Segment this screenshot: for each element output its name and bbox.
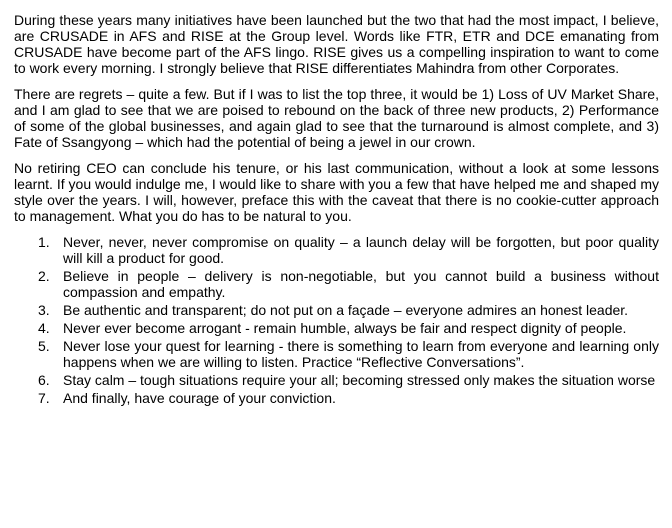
list-item-text: Never lose your quest for learning - there is something to learn from everyone and learning only happens when we are willing to listen. Practice “Reflective Conversations”. (63, 338, 659, 370)
list-item-text: Believe in people – delivery is non-negotiable, but you cannot build a business without compassion and empathy. (63, 268, 659, 300)
list-item-number: 4. (38, 320, 50, 336)
lessons-list (14, 234, 659, 406)
paragraph-regrets: There are regrets – quite a few. But if I was to list the top three, it would be 1) Loss of UV Market Share, and I am glad to see that we are poised to rebound on the back of three new products, 2) Performance of some of the global businesses, and again glad to see that the turnaround is almost complete, and 3) Fate of Ssangyong – which had the potential of being a jewel in our crown. (14, 86, 659, 150)
list-item-number: 6. (38, 372, 50, 388)
document-body (14, 12, 659, 408)
list-item (14, 338, 659, 370)
list-item (14, 268, 659, 300)
list-item (14, 320, 659, 336)
list-item (14, 390, 659, 406)
list-item-text: And finally, have courage of your conviction. (63, 390, 336, 406)
list-item-text: Never, never, never compromise on quality – a launch delay will be forgotten, but poor quality will kill a product for good. (63, 234, 659, 266)
list-item-text: Be authentic and transparent; do not put on a façade – everyone admires an honest leader. (63, 302, 629, 318)
list-item-number: 7. (38, 390, 50, 406)
list-item-text: Stay calm – tough situations require your all; becoming stressed only makes the situation worse (63, 372, 656, 388)
list-item-number: 3. (38, 302, 50, 318)
list-item (14, 372, 659, 388)
list-item-number: 1. (38, 234, 50, 250)
paragraph-lessons-intro: No retiring CEO can conclude his tenure, or his last communication, without a look at some lessons learnt. If you would indulge me, I would like to share with you a few that have helped me and shaped my style over the years. I will, however, preface this with the caveat that there is no cookie-cutter approach to management. What you do has to be natural to you. (14, 160, 659, 224)
paragraph-initiatives: During these years many initiatives have been launched but the two that had the most impact, I believe, are CRUSADE in AFS and RISE at the Group level. Words like FTR, ETR and DCE emanating from CRUSADE have become part of the AFS lingo. RISE gives us a compelling inspiration to want to come to work every morning. I strongly believe that RISE differentiates Mahindra from other Corporates. (14, 12, 659, 76)
list-item (14, 234, 659, 266)
list-item-number: 2. (38, 268, 50, 284)
list-item (14, 302, 659, 318)
list-item-number: 5. (38, 338, 50, 354)
list-item-text: Never ever become arrogant - remain humble, always be fair and respect dignity of people. (63, 320, 627, 336)
